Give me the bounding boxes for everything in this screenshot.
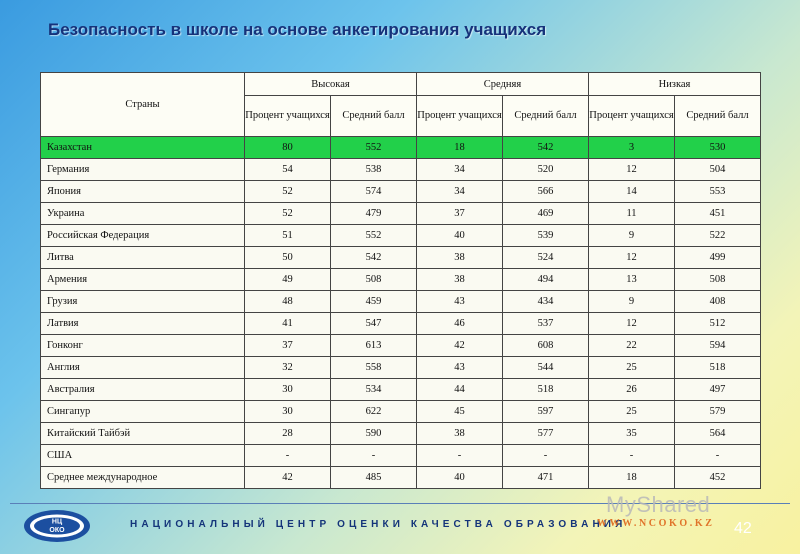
- score-cell: 564: [675, 423, 761, 445]
- subheader-score: Средний балл: [503, 96, 589, 137]
- score-cell: 579: [675, 401, 761, 423]
- percent-cell: 51: [245, 225, 331, 247]
- table-row: [41, 159, 761, 181]
- score-cell: 552: [331, 137, 417, 159]
- results-table: [40, 72, 761, 489]
- percent-cell: 28: [245, 423, 331, 445]
- subheader-score: Средний балл: [675, 96, 761, 137]
- score-cell: 613: [331, 335, 417, 357]
- page-number: 42: [734, 520, 752, 537]
- percent-cell: 30: [245, 379, 331, 401]
- percent-cell: 43: [417, 291, 503, 313]
- subheader-percent: Процент учащихся: [417, 96, 503, 137]
- score-cell: 577: [503, 423, 589, 445]
- score-cell: 544: [503, 357, 589, 379]
- percent-cell: 34: [417, 159, 503, 181]
- country-cell: Латвия: [41, 313, 245, 335]
- percent-cell: 12: [589, 159, 675, 181]
- table-row: [41, 137, 761, 159]
- score-cell: 542: [503, 137, 589, 159]
- score-cell: 566: [503, 181, 589, 203]
- country-cell: Литва: [41, 247, 245, 269]
- percent-cell: 42: [417, 335, 503, 357]
- score-cell: 469: [503, 203, 589, 225]
- percent-cell: 26: [589, 379, 675, 401]
- table-row: [41, 379, 761, 401]
- score-cell: 471: [503, 467, 589, 489]
- table-row: [41, 291, 761, 313]
- score-cell: 408: [675, 291, 761, 313]
- table-row: [41, 225, 761, 247]
- score-cell: 520: [503, 159, 589, 181]
- logo-top-text: НЦ: [51, 518, 63, 526]
- score-cell: 512: [675, 313, 761, 335]
- country-cell: Российская Федерация: [41, 225, 245, 247]
- country-cell: Англия: [41, 357, 245, 379]
- percent-cell: -: [589, 445, 675, 467]
- country-cell: Армения: [41, 269, 245, 291]
- percent-cell: 49: [245, 269, 331, 291]
- score-cell: 504: [675, 159, 761, 181]
- percent-cell: 14: [589, 181, 675, 203]
- percent-cell: 38: [417, 247, 503, 269]
- score-cell: -: [331, 445, 417, 467]
- percent-cell: 34: [417, 181, 503, 203]
- score-cell: 522: [675, 225, 761, 247]
- score-cell: 518: [503, 379, 589, 401]
- page-title: Безопасность в школе на основе анкетирования учащихся: [48, 20, 547, 39]
- percent-cell: 43: [417, 357, 503, 379]
- group-header-medium: Средняя: [417, 73, 589, 96]
- website-link[interactable]: WWW.NCOKO.KZ: [597, 518, 715, 529]
- table-row: [41, 247, 761, 269]
- percent-cell: -: [245, 445, 331, 467]
- score-cell: 497: [675, 379, 761, 401]
- score-cell: 542: [331, 247, 417, 269]
- score-cell: 558: [331, 357, 417, 379]
- score-cell: 547: [331, 313, 417, 335]
- country-cell: Сингапур: [41, 401, 245, 423]
- score-cell: 485: [331, 467, 417, 489]
- percent-cell: 11: [589, 203, 675, 225]
- percent-cell: 25: [589, 401, 675, 423]
- table-row: [41, 203, 761, 225]
- subheader-percent: Процент учащихся: [589, 96, 675, 137]
- country-cell: Китайский Тайбэй: [41, 423, 245, 445]
- score-cell: 451: [675, 203, 761, 225]
- percent-cell: 40: [417, 225, 503, 247]
- score-cell: 479: [331, 203, 417, 225]
- score-cell: 530: [675, 137, 761, 159]
- percent-cell: 45: [417, 401, 503, 423]
- percent-cell: 80: [245, 137, 331, 159]
- score-cell: -: [675, 445, 761, 467]
- percent-cell: 38: [417, 269, 503, 291]
- subheader-score: Средний балл: [331, 96, 417, 137]
- percent-cell: 30: [245, 401, 331, 423]
- table-row: [41, 357, 761, 379]
- logo-bottom-text: ОКО: [49, 527, 65, 534]
- country-cell: Среднее международное: [41, 467, 245, 489]
- table-row: [41, 269, 761, 291]
- score-cell: 552: [331, 225, 417, 247]
- country-cell: Гонконг: [41, 335, 245, 357]
- table-row: [41, 467, 761, 489]
- percent-cell: 37: [245, 335, 331, 357]
- score-cell: 574: [331, 181, 417, 203]
- percent-cell: 18: [417, 137, 503, 159]
- ncoko-logo-icon: [22, 508, 92, 544]
- percent-cell: 42: [245, 467, 331, 489]
- score-cell: -: [503, 445, 589, 467]
- country-column-header: Страны: [41, 73, 245, 137]
- percent-cell: 9: [589, 225, 675, 247]
- country-cell: США: [41, 445, 245, 467]
- score-cell: 452: [675, 467, 761, 489]
- table-row: [41, 313, 761, 335]
- percent-cell: 12: [589, 247, 675, 269]
- country-cell: Австралия: [41, 379, 245, 401]
- percent-cell: 12: [589, 313, 675, 335]
- country-cell: Германия: [41, 159, 245, 181]
- percent-cell: 38: [417, 423, 503, 445]
- percent-cell: 44: [417, 379, 503, 401]
- percent-cell: 50: [245, 247, 331, 269]
- score-cell: 597: [503, 401, 589, 423]
- percent-cell: 25: [589, 357, 675, 379]
- percent-cell: 13: [589, 269, 675, 291]
- score-cell: 499: [675, 247, 761, 269]
- group-header-low: Низкая: [589, 73, 761, 96]
- percent-cell: 52: [245, 203, 331, 225]
- country-cell: Украина: [41, 203, 245, 225]
- group-header-high: Высокая: [245, 73, 417, 96]
- percent-cell: 52: [245, 181, 331, 203]
- score-cell: 622: [331, 401, 417, 423]
- percent-cell: 40: [417, 467, 503, 489]
- percent-cell: 41: [245, 313, 331, 335]
- score-cell: 459: [331, 291, 417, 313]
- table-row: [41, 401, 761, 423]
- percent-cell: 37: [417, 203, 503, 225]
- table-row: [41, 335, 761, 357]
- score-cell: 538: [331, 159, 417, 181]
- country-cell: Казахстан: [41, 137, 245, 159]
- country-cell: Грузия: [41, 291, 245, 313]
- table-row: [41, 423, 761, 445]
- percent-cell: 46: [417, 313, 503, 335]
- score-cell: 608: [503, 335, 589, 357]
- organization-name: НАЦИОНАЛЬНЫЙ ЦЕНТР ОЦЕНКИ КАЧЕСТВА ОБРАЗОВАНИЯ: [130, 519, 627, 530]
- percent-cell: 48: [245, 291, 331, 313]
- score-cell: 524: [503, 247, 589, 269]
- percent-cell: 32: [245, 357, 331, 379]
- percent-cell: 18: [589, 467, 675, 489]
- percent-cell: 22: [589, 335, 675, 357]
- percent-cell: 54: [245, 159, 331, 181]
- score-cell: 537: [503, 313, 589, 335]
- score-cell: 508: [331, 269, 417, 291]
- percent-cell: 9: [589, 291, 675, 313]
- table-row: [41, 181, 761, 203]
- score-cell: 434: [503, 291, 589, 313]
- score-cell: 534: [331, 379, 417, 401]
- score-cell: 539: [503, 225, 589, 247]
- table-row: [41, 445, 761, 467]
- score-cell: 508: [675, 269, 761, 291]
- score-cell: 494: [503, 269, 589, 291]
- percent-cell: 3: [589, 137, 675, 159]
- percent-cell: -: [417, 445, 503, 467]
- percent-cell: 35: [589, 423, 675, 445]
- subheader-percent: Процент учащихся: [245, 96, 331, 137]
- score-cell: 594: [675, 335, 761, 357]
- country-cell: Япония: [41, 181, 245, 203]
- watermark: MyShared: [606, 492, 711, 517]
- score-cell: 553: [675, 181, 761, 203]
- score-cell: 518: [675, 357, 761, 379]
- table-body: [41, 137, 761, 489]
- score-cell: 590: [331, 423, 417, 445]
